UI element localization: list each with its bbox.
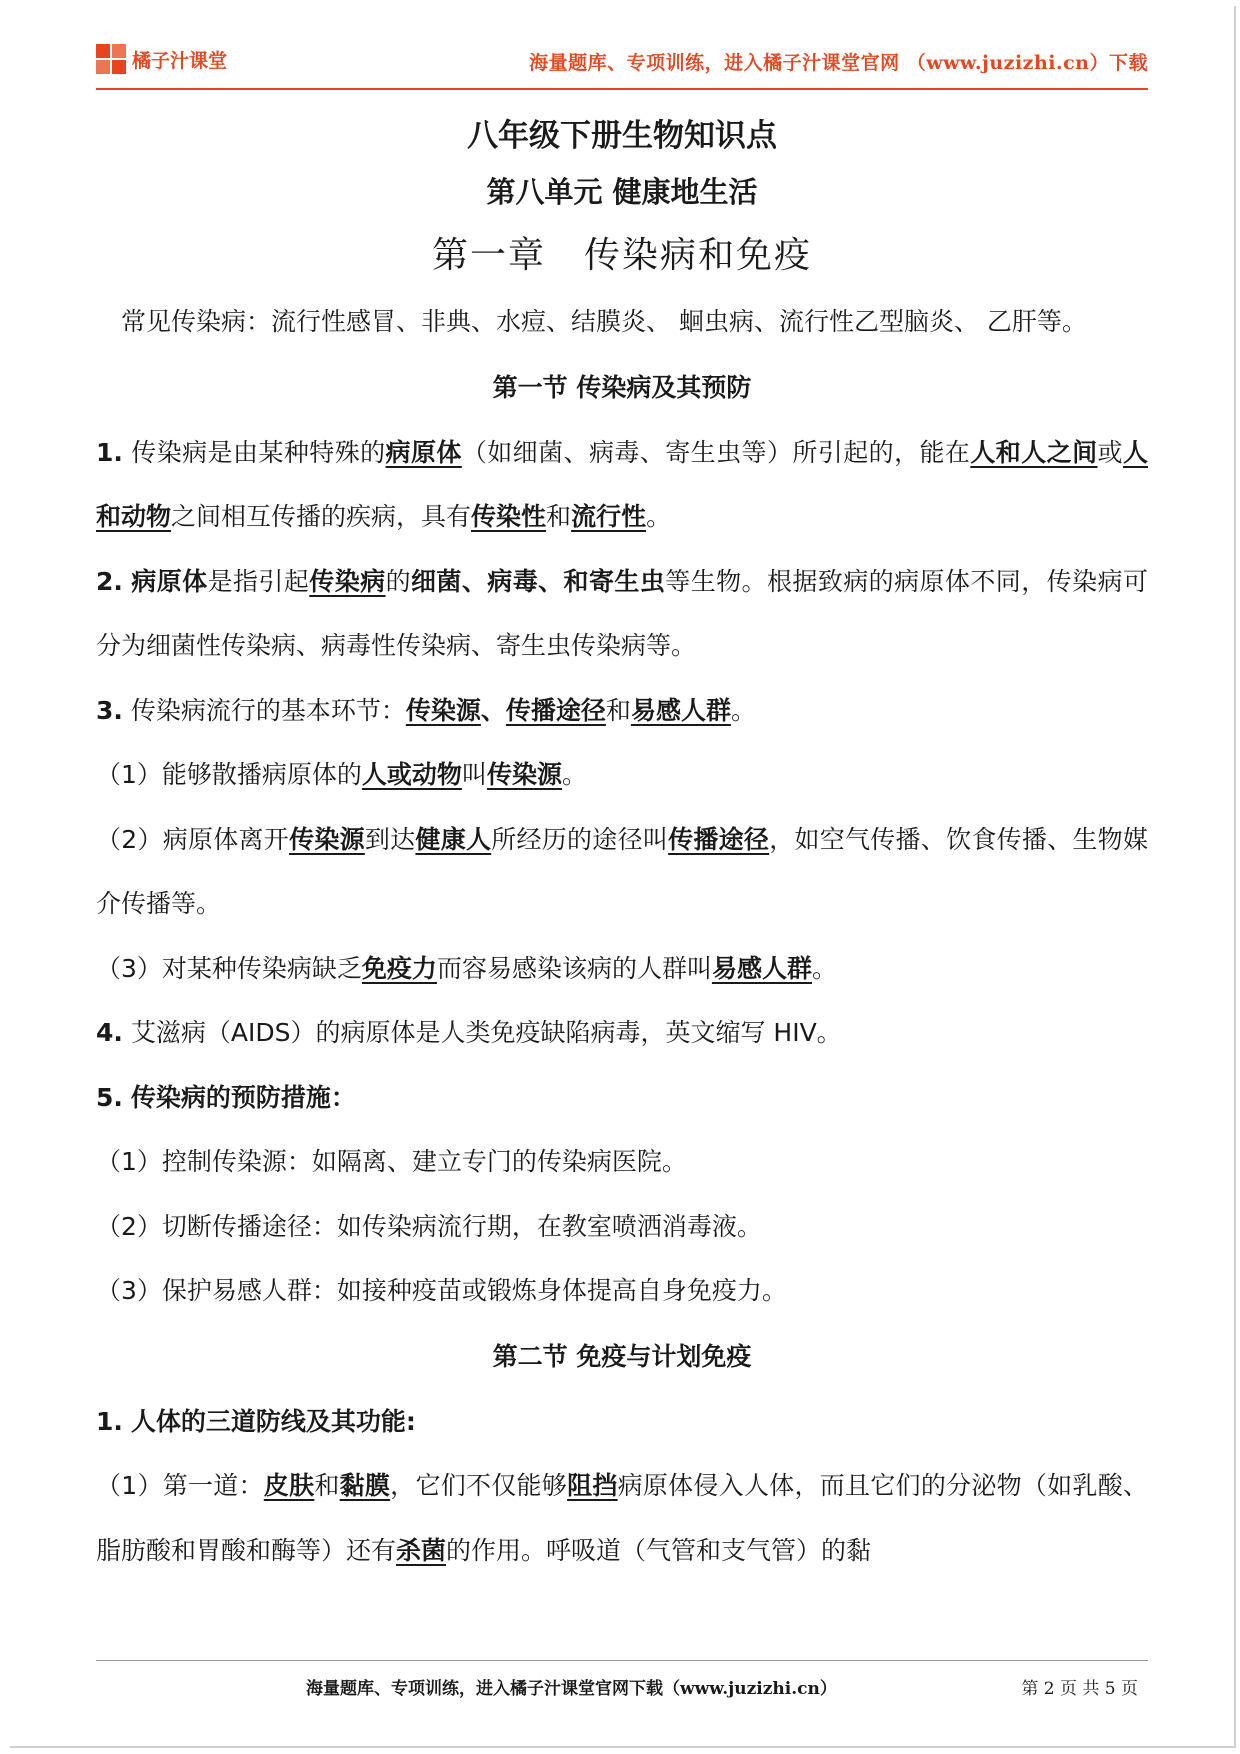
text: 。 — [561, 760, 587, 789]
key-term: 传染源 — [486, 760, 562, 789]
doc-title: 八年级下册生物知识点 — [467, 118, 777, 154]
key-term: 人或动物 — [361, 760, 462, 789]
bold-term: 人体的三道防线及其功能: — [130, 1406, 416, 1436]
text: ，它们不仅能够 — [390, 1471, 568, 1500]
logo-text: 橘子汁课堂 — [132, 49, 228, 72]
text: （1）能够散播病原体的 — [96, 760, 362, 789]
text: 病原体侵入人体，而且它们的分泌物（如乳酸、脂肪酸和胃酸和酶等）还有 — [96, 1471, 1148, 1565]
text: 或 — [1097, 437, 1123, 467]
point-number: 4. — [96, 1018, 123, 1047]
intro-paragraph: 常见传染病：流行性感冒、非典、水痘、结膜炎、 蛔虫病、流行性乙型脑炎、 乙肝等。 — [121, 307, 1087, 336]
chapter-heading: 第一章 传染病和免疫 — [431, 235, 812, 276]
key-term: 阻挡 — [567, 1471, 618, 1500]
text: 和 — [314, 1471, 340, 1500]
text: 艾滋病（AIDS）的病原体是人类免疫缺陷病毒，英文缩写 HIV。 — [130, 1018, 842, 1047]
text: 、 — [480, 695, 506, 725]
point-3-2 — [96, 808, 1148, 937]
key-term: 传染性 — [471, 502, 547, 531]
point-5-3: （3）保护易感人群：如接种疫苗或锻炼身体提高自身免疫力。 — [96, 1276, 787, 1305]
point-q1 — [96, 1390, 1148, 1455]
point-1 — [96, 421, 1148, 550]
key-term: 传染源 — [405, 695, 481, 725]
text: 的作用。呼吸道（气管和支气管）的黏 — [446, 1535, 872, 1565]
bold-term: 细菌、病毒、和寄生虫 — [411, 566, 666, 596]
text: （3）对某种传染病缺乏 — [96, 953, 362, 983]
key-term: 传播途径 — [668, 824, 770, 854]
point-q1-1 — [96, 1454, 1148, 1583]
text: （如细菌、病毒、寄生虫等）所引起的，能在 — [461, 437, 971, 467]
text: 。 — [811, 953, 837, 983]
key-term: 传播途径 — [505, 695, 606, 725]
key-term: 皮肤 — [263, 1471, 315, 1500]
key-term: 易感人群 — [711, 953, 812, 983]
key-term: 易感人群 — [630, 695, 731, 725]
point-5-2: （2）切断传播途径：如传染病流行期，在教室喷洒消毒液。 — [96, 1211, 762, 1241]
page-number: 第 2 页 共 5 页 — [1021, 1679, 1138, 1699]
text: 到达 — [364, 824, 416, 854]
text: 。 — [646, 502, 672, 531]
section-heading-2: 第二节 免疫与计划免疫 — [492, 1341, 752, 1371]
point-3 — [96, 679, 1148, 744]
point-2 — [96, 550, 1148, 679]
unit-heading: 第八单元 健康地生活 — [486, 175, 758, 209]
text: 和 — [546, 502, 572, 531]
text: 传染病是由某种特殊的 — [131, 437, 386, 467]
point-number: 3. — [96, 695, 123, 725]
key-term: 健康人 — [415, 824, 492, 854]
key-term: 传染病 — [309, 566, 386, 596]
page-footer — [96, 1664, 1148, 1704]
header-slogan[interactable]: 海量题库、专项训练，进入橘子汁课堂官网 （www.juzizhi.cn）下载 — [529, 52, 1148, 74]
bold-term: 传染病的预防措施： — [130, 1082, 356, 1112]
key-term: 免疫力 — [361, 953, 437, 983]
text: 而容易感染该病的人群叫 — [436, 953, 712, 983]
header-divider — [96, 88, 1148, 90]
footer-slogan[interactable]: 海量题库、专项训练，进入橘子汁课堂官网下载（www.juzizhi.cn） — [306, 1679, 837, 1699]
point-5-1: （1）控制传染源：如隔离、建立专门的传染病医院。 — [96, 1147, 687, 1176]
key-term: 黏膜 — [339, 1471, 391, 1500]
point-3-1 — [96, 743, 1148, 808]
text: 等生物。根据致病的病原体不同，传染病可分为细菌性传染病、病毒性传染病、寄生虫传染病等。 — [96, 566, 1148, 660]
section-heading-1: 第一节 传染病及其预防 — [492, 372, 752, 402]
logo[interactable] — [96, 44, 227, 74]
point-number: 2. — [96, 566, 123, 596]
text: （2）病原体离开 — [96, 824, 290, 854]
logo-icon — [96, 44, 126, 74]
point-3-3 — [96, 937, 1148, 1002]
key-term: 人和动物 — [96, 437, 1148, 531]
point-5 — [96, 1066, 1148, 1131]
footer-divider — [96, 1660, 1148, 1661]
text: 之间相互传播的疾病，具有 — [171, 502, 472, 531]
key-term: 流行性 — [571, 502, 647, 531]
text: 是指引起 — [207, 566, 310, 596]
text: 叫 — [461, 760, 487, 789]
text: 所经历的途径叫 — [491, 824, 669, 854]
text: 和 — [605, 695, 631, 725]
point-4 — [96, 1001, 1148, 1066]
document-body — [96, 104, 1148, 1583]
point-number: 5. — [96, 1082, 123, 1112]
text: 的 — [385, 566, 411, 596]
key-term: 病原体 — [385, 437, 462, 467]
key-term: 杀菌 — [396, 1535, 447, 1565]
text: 。 — [730, 695, 756, 725]
point-number: 1. — [96, 437, 123, 467]
key-term: 人和人之间 — [970, 437, 1098, 467]
text: ，如空气传播、饮食传播、生物媒介传播等。 — [96, 824, 1148, 918]
point-number: 1. — [96, 1406, 123, 1436]
page-header — [96, 40, 1148, 84]
key-term: 传染源 — [289, 824, 365, 854]
text: 传染病流行的基本环节： — [130, 695, 406, 725]
bold-term: 病原体 — [131, 566, 208, 596]
text: （1）第一道： — [96, 1471, 264, 1500]
